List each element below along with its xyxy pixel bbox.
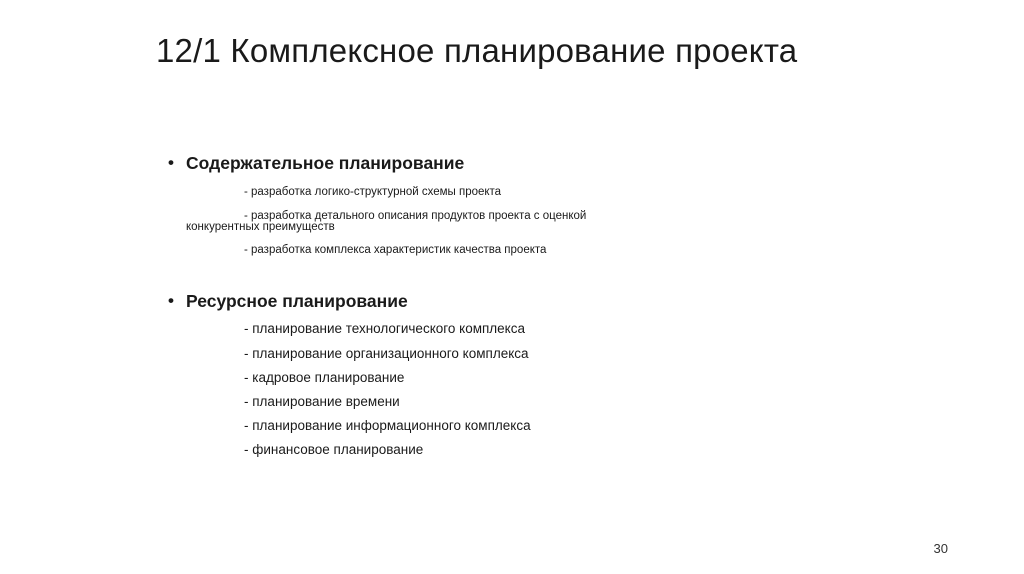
list-item: - планирование организационного комплекса [244, 346, 529, 361]
bullet-icon: • [168, 153, 174, 172]
slide-title: 12/1 Комплексное планирование проекта [156, 32, 798, 69]
section-content-planning [168, 152, 464, 174]
list-item: - планирование информационного комплекса [244, 418, 531, 433]
section-resource-planning [168, 290, 408, 312]
list-item: - разработка комплекса характеристик качества проекта [244, 244, 547, 256]
list-item-continuation: конкурентных преимуществ [186, 221, 335, 233]
list-item: - разработка логико-структурной схемы проекта [244, 186, 502, 198]
list-item: - кадровое планирование [244, 370, 405, 385]
list-item: - финансовое планирование [244, 442, 424, 457]
bullet-heading-resource-planning [168, 290, 408, 312]
list-item: - планирование времени [244, 394, 400, 409]
list-item: - разработка детального описания продуктов проекта с оценкой [244, 210, 587, 222]
heading-text: Ресурсное планирование [186, 291, 408, 311]
list-item: - планирование технологического комплекса [244, 321, 526, 336]
bullet-heading-content-planning [168, 152, 464, 174]
page-number: 30 [933, 541, 948, 556]
heading-text: Содержательное планирование [186, 153, 465, 173]
bullet-icon: • [168, 291, 174, 310]
